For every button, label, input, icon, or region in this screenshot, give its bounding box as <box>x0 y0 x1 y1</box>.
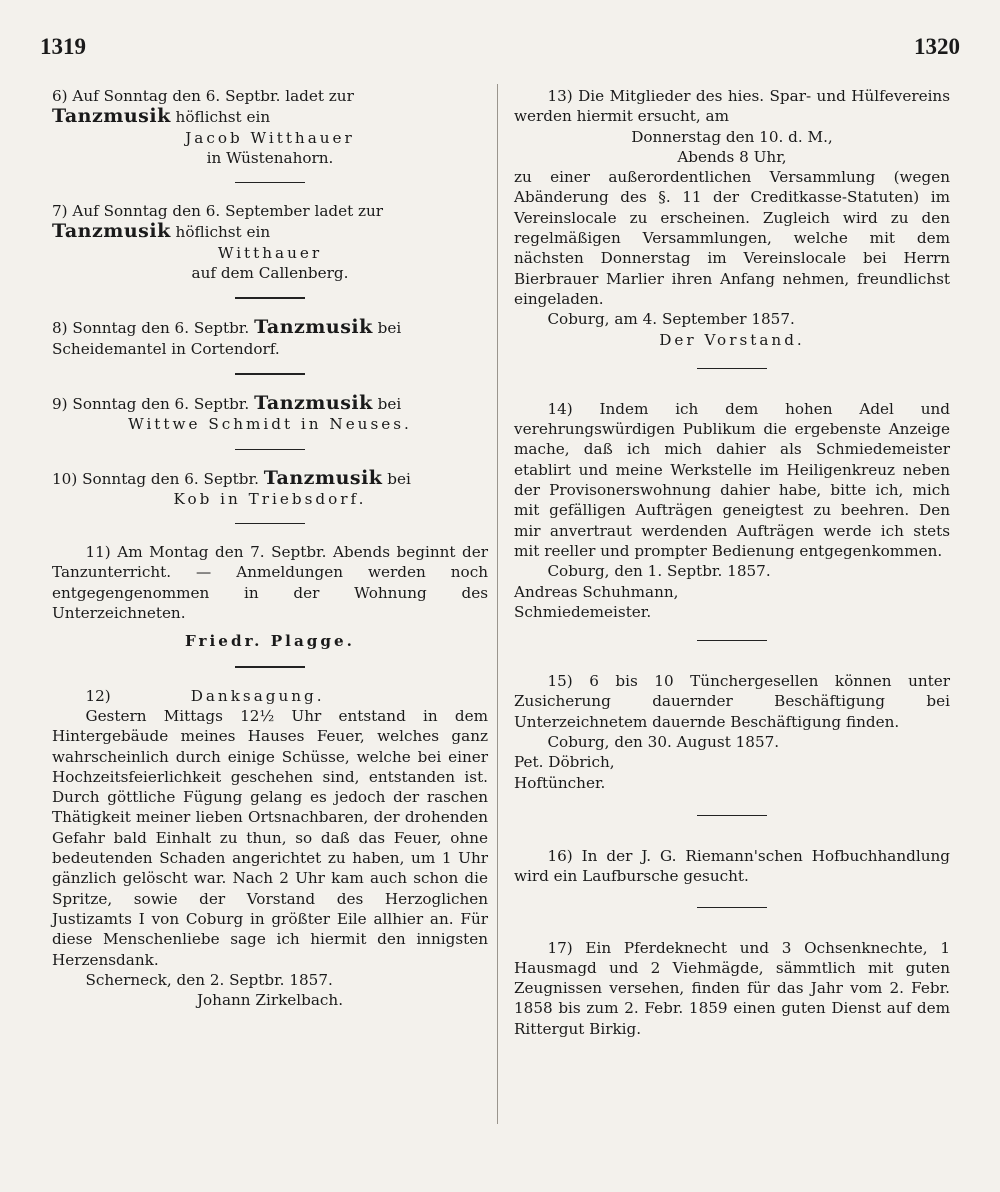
ad-13-date2: Abends 8 Uhr, <box>677 147 787 166</box>
separator-rule <box>235 666 305 668</box>
ad-12-number: 12) <box>85 686 111 705</box>
ad-10-tanzmusik: Tanzmusik <box>263 466 383 489</box>
ad-13-text: zu einer außerordentlichen Versammlung (wegen Abänderung des §. 11 der Creditkasse-Statuten) im Vereinslocale zu erscheinen. Zugleich wird zu den regelmäßigen Versammlungen, welche mit dem nächsten Donnerstag im Vereinslocale bei Herrn Bierbrauer Marlier ihren Anfang nehmen, freundlichst eingeladen. <box>514 168 950 308</box>
ad-10-line1-pre: 10) Sonntag den 6. Septbr. <box>52 469 264 488</box>
separator-rule <box>235 297 305 299</box>
ad-11 <box>52 542 488 651</box>
ad-11-text: 11) Am Montag den 7. Septbr. Abends beginnt der Tanzunterricht. — Anmeldungen werden noch entgegengenommen in der Wohnung des Unterzeichneten. <box>52 543 488 623</box>
ad-6-name: Jacob Witthauer <box>185 128 355 147</box>
ad-7 <box>52 201 488 283</box>
ad-9 <box>52 393 488 435</box>
separator-rule <box>235 449 305 450</box>
ad-13-intro: 13) Die Mitglieder des hies. Spar- und Hülfevereins werden hiermit ersucht, am <box>514 87 950 126</box>
ad-6-line2: höflichst ein <box>170 108 271 127</box>
ad-16-text: 16) In der J. G. Riemann'schen Hofbuchhandlung wird ein Laufbursche gesucht. <box>514 846 950 886</box>
ad-12-signature: Johann Zirkelbach. <box>196 991 344 1010</box>
ad-6-tanzmusik: Tanzmusik <box>52 105 171 128</box>
ad-14-text: 14) Indem ich dem hohen Adel und verehrungswürdigen Publikum die ergebenste Anzeige mache, daß ich mich dahier als Schmiedemeister etablirt und meine Werkstelle im Heiligenkreuz neben der Provisonerswohnung dahier habe, bitte ich, mich mit gefälligen Aufträgen geneigtest zu beehren. Den mir anvertraut werdenden Aufträgen werde ich stets mit reeller und prompter Bedienung entgegenkommen. <box>514 399 950 560</box>
ad-12-heading: Danksagung. <box>190 686 325 705</box>
ad-15-text: 15) 6 bis 10 Tünchergesellen können unter Zusicherung dauernder Beschäftigung bei Unterzeichnetem dauernde Beschäftigung finden. <box>514 672 950 731</box>
ad-10-line2: Kob in Triebsdorf. <box>173 489 367 508</box>
ad-15-place-date: Coburg, den 30. August 1857. <box>547 733 780 752</box>
ad-8-line1-post: bei <box>372 319 402 338</box>
ad-7-line2: höflichst ein <box>170 223 271 242</box>
ad-6-line1: 6) Auf Sonntag den 6. Septbr. ladet zur <box>52 87 354 105</box>
ad-15 <box>514 671 950 793</box>
page-number-left: 1319 <box>40 34 86 59</box>
separator-rule <box>697 640 767 641</box>
ad-6-place: in Wüstenahorn. <box>206 148 334 167</box>
ad-9-tanzmusik: Tanzmusik <box>254 391 373 414</box>
ad-7-place: auf dem Callenberg. <box>191 264 349 283</box>
ad-13 <box>514 84 950 350</box>
ad-7-tanzmusik: Tanzmusik <box>52 220 171 243</box>
separator-rule <box>697 815 767 816</box>
ad-8-line1-pre: 8) Sonntag den 6. Septbr. <box>52 319 255 338</box>
ad-13-date1: Donnerstag den 10. d. M., <box>631 127 833 146</box>
ad-15-signature-name: Pet. Döbrich, <box>514 753 615 772</box>
ad-14-signature-name: Andreas Schuhmann, <box>514 582 679 601</box>
ad-9-line1-post: bei <box>372 394 402 413</box>
column-divider <box>497 84 498 1124</box>
ad-15-signature-title: Hoftüncher. <box>514 773 606 792</box>
ad-14-signature-title: Schmiedemeister. <box>514 602 652 621</box>
ad-9-line1-pre: 9) Sonntag den 6. Septbr. <box>52 394 255 413</box>
ad-7-name: Witthauer <box>217 243 323 262</box>
ad-12 <box>52 686 488 1011</box>
ad-13-place-date: Coburg, am 4. September 1857. <box>547 310 795 329</box>
ad-17 <box>514 938 950 1039</box>
ad-13-signature: Der Vorstand. <box>659 330 805 349</box>
ad-14 <box>514 399 950 622</box>
ad-16 <box>514 846 950 887</box>
ad-6 <box>52 84 488 168</box>
ad-12-text: Gestern Mittags 12½ Uhr entstand in dem Hintergebäude meines Hauses Feuer, welches ganz wahrscheinlich durch einige Schüsse, welche bei einer Hochzeitsfeierlichkeit geschehen sind, entstanden ist. Durch göttliche Fügung gelang es jedoch der raschen Thätigkeit meiner lieben Ortsnachbaren, der drohenden Gefahr bald Einhalt zu thun, so daß das Feuer, ohne bedeutenden Schaden angerichtet zu haben, um 1 Uhr gänzlich gelöscht war. Nach 2 Uhr kam auch schon die Spritze, sowie der Vorstand des Herzoglichen Justizamts I von Coburg in größter Eile allhier an. Für diese Menschenliebe sage ich hiermit den innigsten Herzensdank. <box>52 706 488 969</box>
ad-10-line1-post: bei <box>382 469 411 488</box>
ad-7-line1: 7) Auf Sonntag den 6. September ladet zur <box>52 202 384 221</box>
separator-rule <box>697 907 767 908</box>
separator-rule <box>235 523 305 524</box>
ad-11-signature: Friedr. Plagge. <box>185 632 355 651</box>
ad-8-line2: Scheidemantel in Cortendorf. <box>52 339 280 358</box>
ad-8-tanzmusik: Tanzmusik <box>254 316 373 339</box>
separator-rule <box>697 368 767 369</box>
ad-8 <box>52 317 488 359</box>
ad-17-text: 17) Ein Pferdeknecht und 3 Ochsenknechte, 1 Hausmagd und 2 Viehmägde, sämmtlich mit guten Zeugnissen versehen, finden für das Jahr vom 2. Febr. 1858 bis zum 2. Febr. 1859 einen guten Dienst auf dem Rittergut Birkig. <box>514 938 950 1038</box>
ad-14-place-date: Coburg, den 1. Septbr. 1857. <box>547 562 771 581</box>
left-column <box>52 84 488 1152</box>
ad-9-line2: Wittwe Schmidt in Neuses. <box>128 415 412 434</box>
right-column <box>514 84 950 1152</box>
separator-rule <box>235 182 305 183</box>
ad-10 <box>52 468 488 510</box>
separator-rule <box>235 373 305 375</box>
ad-12-place-date: Scherneck, den 2. Septbr. 1857. <box>85 970 333 989</box>
page-number-right: 1320 <box>914 34 960 59</box>
